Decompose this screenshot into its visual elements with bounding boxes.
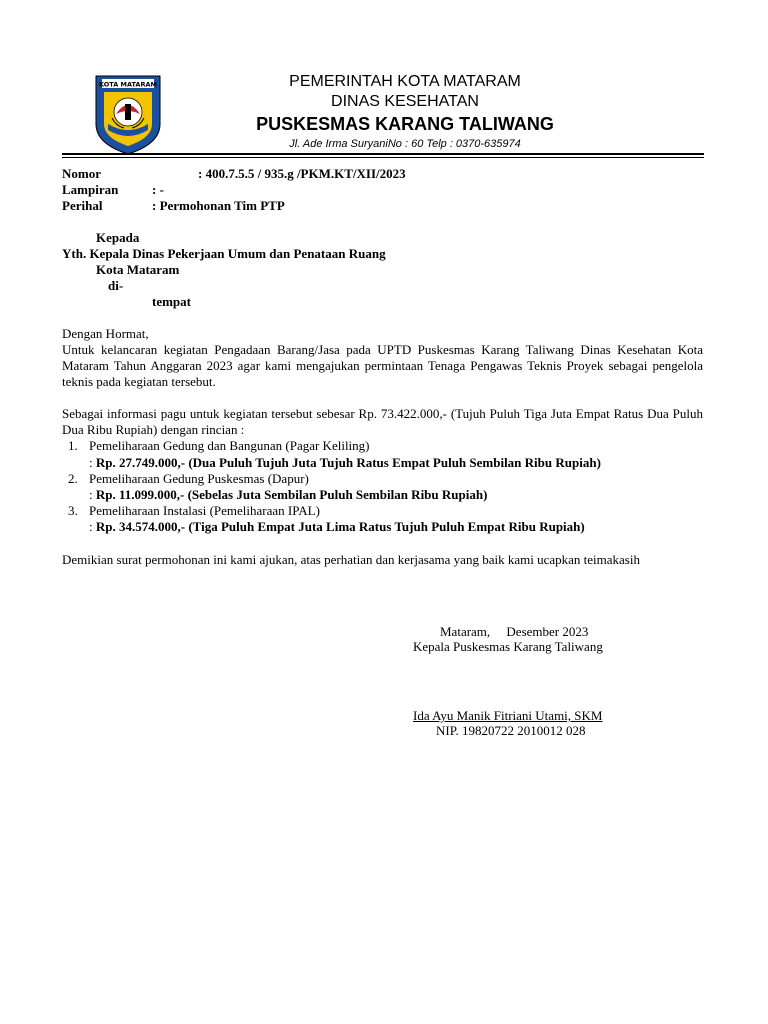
item-2-amount: Rp. 11.099.000,- (Sebelas Juta Sembilan Puluh Sembilan Ribu Rupiah) [95, 487, 488, 502]
item-2-amount-row [89, 487, 487, 503]
item-3-number: 3. [68, 503, 78, 518]
letterhead [190, 72, 620, 152]
item-2-number: 2. [68, 471, 78, 486]
letterhead-rule-thin [62, 157, 704, 158]
item-1-colon: : [89, 455, 96, 470]
greeting: Dengan Hormat, [62, 326, 149, 341]
letterhead-address: Jl. Ade Irma SuryaniNo : 60 Telp : 0370-635974 [289, 138, 521, 150]
signature-name: Ida Ayu Manik Fitriani Utami, SKM [413, 708, 603, 723]
item-3-amount-row [89, 519, 585, 535]
signature-nip: NIP. 19820722 2010012 028 [436, 723, 586, 738]
paragraph-1: Untuk kelancaran kegiatan Pengadaan Barang/Jasa pada UPTD Puskesmas Karang Taliwang Dinas Kesehatan Kota Mataram Tahun Anggaran 2023 agar kami mengajukan permintaan Tenaga Pengawas Teknis Proyek sebagai pengelola teknis pada kegiatan tersebut. [62, 342, 703, 389]
item-2-title: Pemeliharaan Gedung Puskesmas (Dapur) [89, 471, 309, 486]
place-date-text: Mataram, Desember 2023 [440, 624, 589, 639]
lampiran-label: Lampiran [62, 182, 119, 197]
nomor-value: : 400.7.5.5 / 935.g /PKM.KT/XII/2023 [198, 166, 406, 181]
kota-mataram-logo [94, 74, 162, 156]
signature-position: Kepala Puskesmas Karang Taliwang [413, 639, 603, 654]
recipient-kepada: Kepada [96, 230, 140, 245]
letterhead-line1: PEMERINTAH KOTA MATARAM [289, 73, 521, 90]
recipient-tempat: tempat [152, 294, 191, 309]
item-3-colon: : [89, 519, 96, 534]
item-2-colon: : [89, 487, 96, 502]
recipient-kota: Kota Mataram [96, 262, 180, 277]
nomor-label: Nomor [62, 166, 101, 181]
perihal-value: : Permohonan Tim PTP [152, 198, 285, 213]
item-1-amount-row [89, 455, 601, 471]
item-3-amount: Rp. 34.574.000,- (Tiga Puluh Empat Juta Lima Ratus Tujuh Puluh Empat Ribu Rupiah) [95, 519, 585, 534]
item-1-number: 1. [68, 438, 78, 453]
paragraph-2: Sebagai informasi pagu untuk kegiatan tersebut sebesar Rp. 73.422.000,- (Tujuh Puluh Tiga Juta Empat Ratus Dua Puluh Dua Ribu Rupiah) dengan rincian : [62, 406, 703, 437]
lampiran-value: : - [152, 182, 164, 197]
item-1-title: Pemeliharaan Gedung dan Bangunan (Pagar Keliling) [89, 438, 370, 453]
letterhead-line2: DINAS KESEHATAN [331, 93, 479, 110]
perihal-label: Perihal [62, 198, 103, 213]
closing-paragraph: Demikian surat permohonan ini kami ajukan, atas perhatian dan kerjasama yang baik kami ucapkan teimakasih [62, 552, 640, 567]
item-1-amount: Rp. 27.749.000,- (Dua Puluh Tujuh Juta Tujuh Ratus Empat Puluh Sembilan Ribu Rupiah) [95, 455, 601, 470]
recipient-yth: Yth. Kepala Dinas Pekerjaan Umum dan Penataan Ruang [62, 246, 386, 261]
recipient-di: di- [108, 278, 124, 293]
signature-place-date [440, 624, 588, 640]
item-3-title: Pemeliharaan Instalasi (Pemeliharaan IPAL) [89, 503, 320, 518]
letterhead-rule-thick [62, 153, 704, 155]
letterhead-line3: PUSKESMAS KARANG TALIWANG [256, 114, 554, 134]
logo-caption: KOTA MATARAM [99, 80, 157, 89]
